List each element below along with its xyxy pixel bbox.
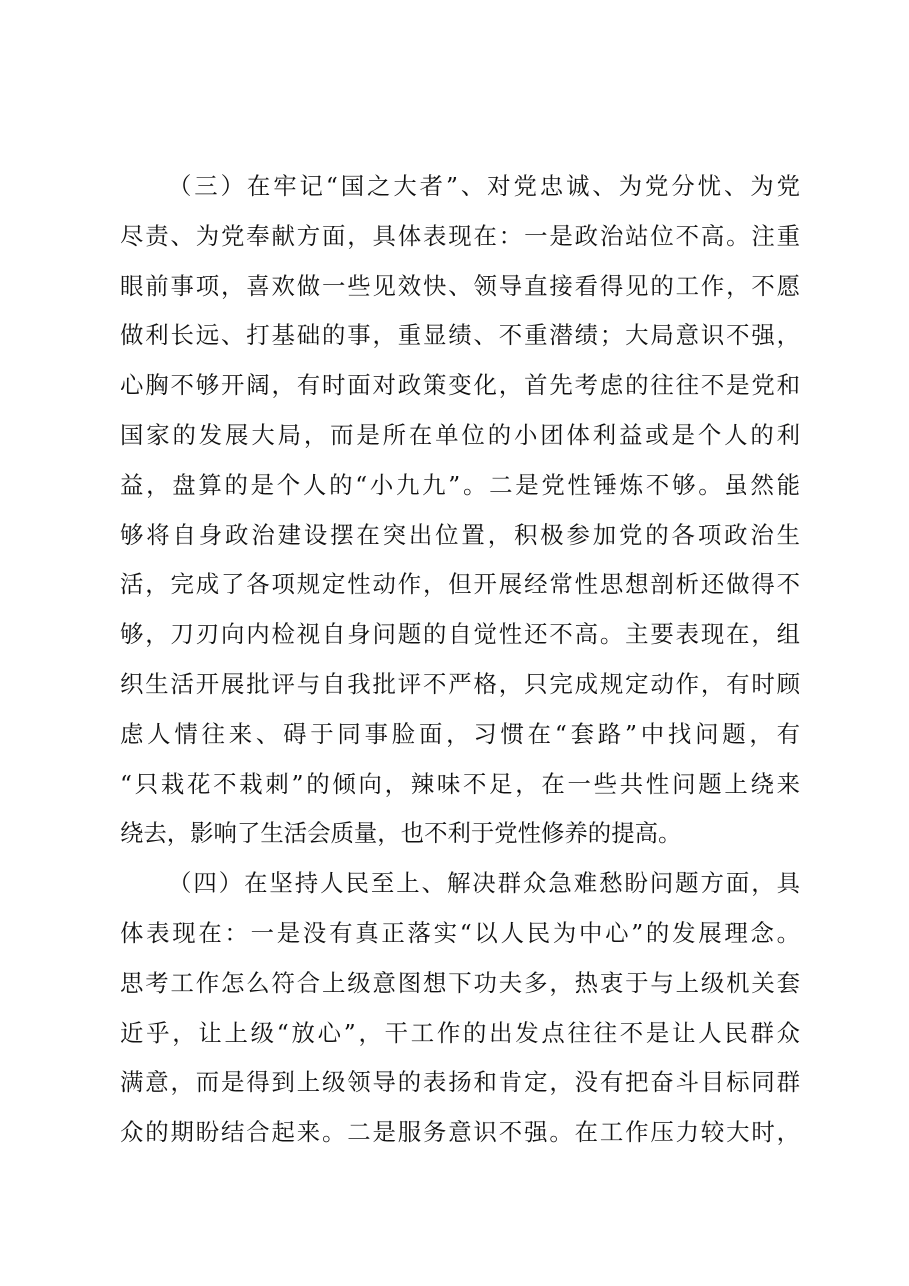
- text-line: 够，刀刃向内检视自身问题的自觉性还不高。主要表现在，组: [120, 620, 800, 649]
- text-line: 思考工作怎么符合上级意图想下功夫多，热衷于与上级机关套: [120, 968, 800, 997]
- text-line: 益，盘算的是个人的“小九九”。二是党性锤炼不够。虽然能: [120, 470, 800, 499]
- paragraph-section-four: [120, 859, 800, 1158]
- text-line: 众的期盼结合起来。二是服务意识不强。在工作压力较大时，: [120, 1118, 800, 1147]
- text-line: 体表现在：一是没有真正落实“以人民为中心”的发展理念。: [120, 918, 800, 947]
- text-line: 国家的发展大局，而是所在单位的小团体利益或是个人的利: [120, 420, 800, 449]
- text-line: （四）在坚持人民至上、解决群众急难愁盼问题方面，具: [168, 869, 800, 898]
- text-line: 活，完成了各项规定性动作，但开展经常性思想剖析还做得不: [120, 570, 800, 599]
- text-line: 眼前事项，喜欢做一些见效快、领导直接看得见的工作，不愿: [120, 271, 800, 300]
- text-line: 尽责、为党奉献方面，具体表现在：一是政治站位不高。注重: [120, 221, 800, 250]
- text-line: 够将自身政治建设摆在突出位置，积极参加党的各项政治生: [120, 520, 800, 549]
- text-line: 满意，而是得到上级领导的表扬和肯定，没有把奋斗目标同群: [120, 1068, 800, 1097]
- text-line: 近乎，让上级“放心”，干工作的出发点往往不是让人民群众: [120, 1018, 800, 1047]
- text-line: “只栽花不栽刺”的倾向，辣味不足，在一些共性问题上绕来: [120, 769, 800, 798]
- text-line: 织生活开展批评与自我批评不严格，只完成规定动作，有时顾: [120, 669, 800, 698]
- paragraph-section-three: [120, 162, 800, 859]
- document-body: [120, 162, 800, 1158]
- text-line: （三）在牢记“国之大者”、对党忠诚、为党分忧、为党: [168, 172, 800, 200]
- text-line: 虑人情往来、碍于同事脸面，习惯在“套路”中找问题，有: [120, 719, 800, 748]
- text-line: 做利长远、打基础的事，重显绩、不重潜绩；大局意识不强，: [120, 321, 800, 350]
- text-line: 绕去，影响了生活会质量，也不利于党性修养的提高。: [120, 819, 682, 848]
- text-line: 心胸不够开阔，有时面对政策变化，首先考虑的往往不是党和: [120, 371, 800, 400]
